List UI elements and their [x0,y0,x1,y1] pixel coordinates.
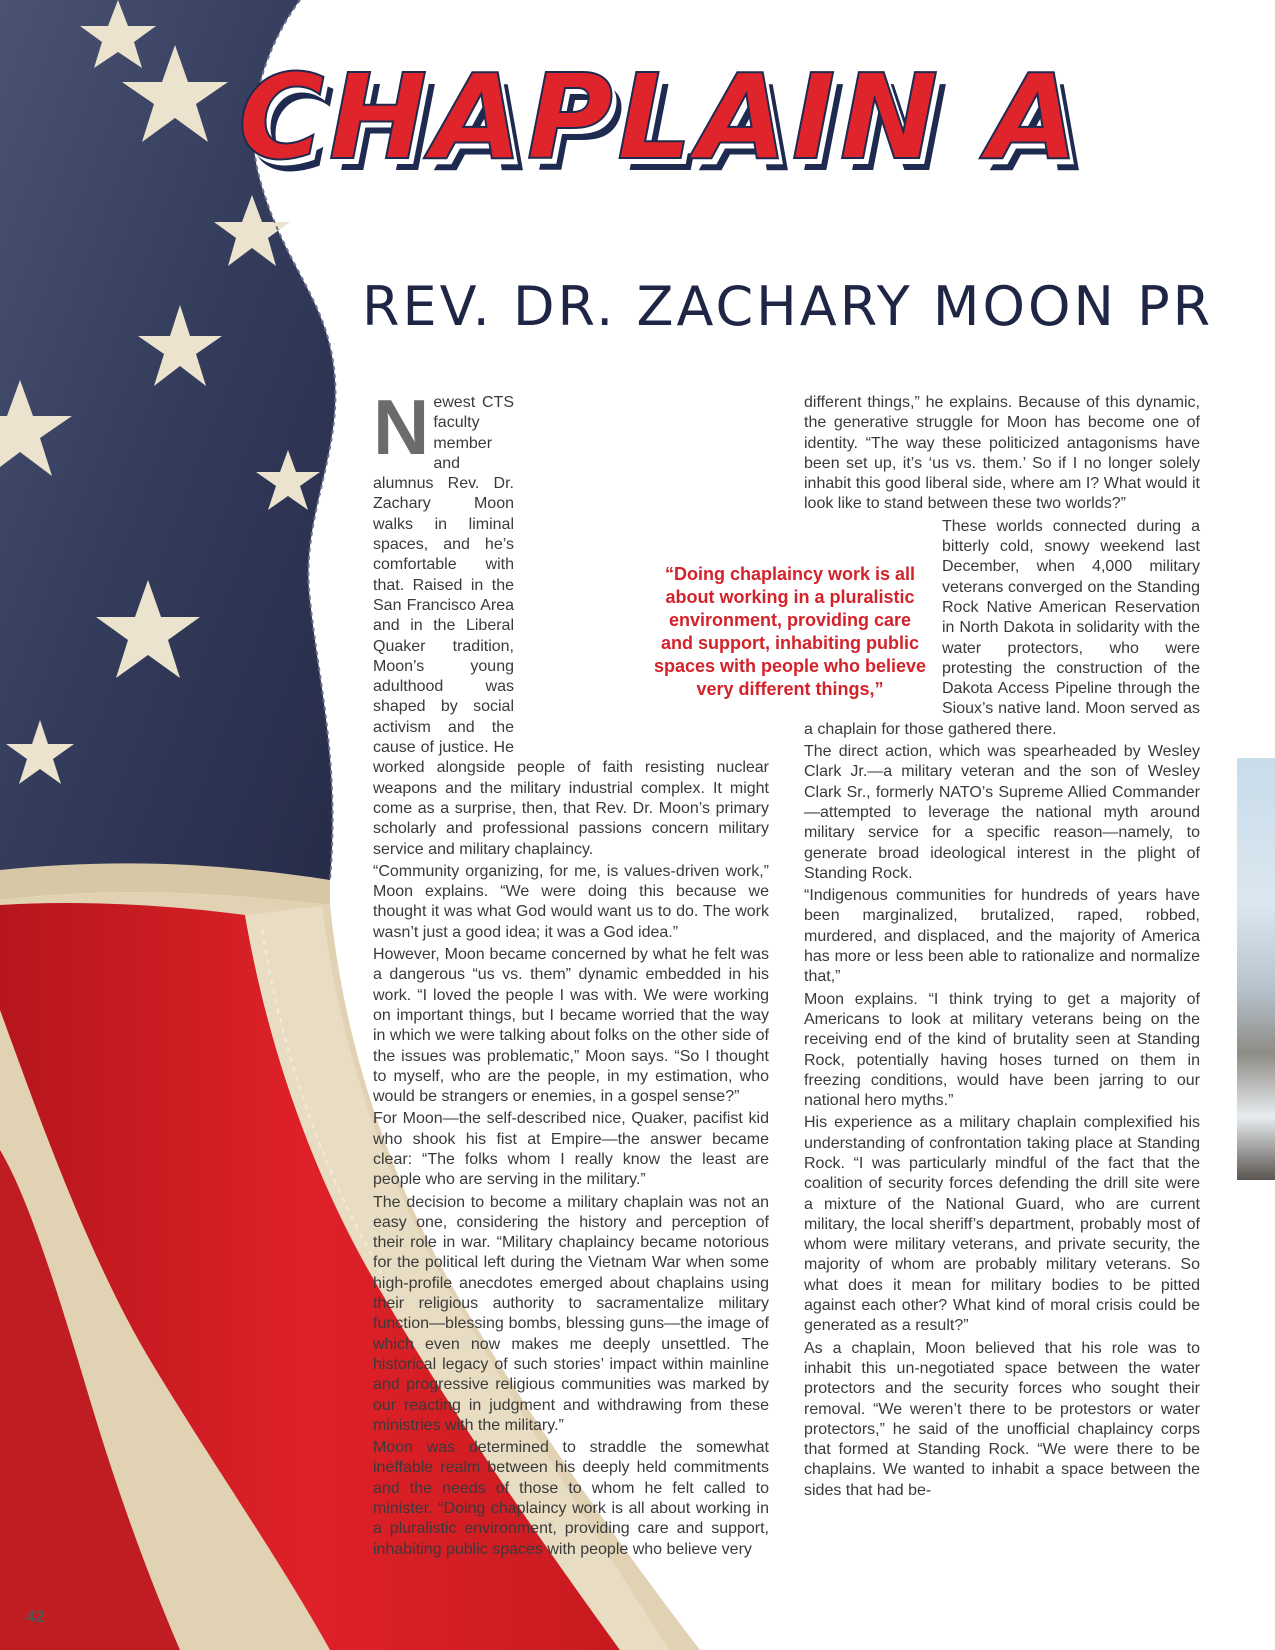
page-number: 42 [26,1607,45,1626]
article-paragraph: His experience as a military chaplain complexified his understanding of confrontation taking place at Standing Rock. “I was particularly mindful of the fact that the coalition of security forces defending the drill site were a mixture of the National Guard, who are current military, the local sheriff’s department, probably most of whom were military veterans, and private security, the majority of whom are probably military veterans. So what does it mean for military bodies to be pitted against each other? What kind of moral crisis could be generated as a result?” [804,1114,1200,1335]
article-column-2 [804,393,1200,1503]
article-paragraph: Moon explains. “I think trying to get a majority of Americans to look at military veterans being on the receiving end of the kind of brutality seen at Standing Rock, potentially having hoses turned on them in freezing conditions, would have been jarring to our national hero myths.” [804,990,1200,1110]
subheadline: REV. DR. ZACHARY MOON PR [362,275,1214,338]
article-paragraph: These worlds connected during a bitterly cold, snowy weekend last December, when 4,000 military veterans converged on the Standing Rock Native American Reservation in North Dakota in solidarity with the water protectors, who were protesting the construction of the Dakota Access Pipeline through the Sioux’s native land. Moon served as a chaplain for those gathered there. [804,517,1200,738]
article-paragraph: However, Moon became concerned by what he felt was a dangerous “us vs. them” dynamic embedded in his work. “I loved the people I was with. We were working on important things, but I became worried that the way in which we were talking about folks on the other side of the issues was problematic,” Moon says. “So I thought to myself, who are the people, in my estimation, who would be strangers or enemies, in a gospel sense?” [373,946,769,1106]
article-paragraph: “Community organizing, for me, is values-driven work,” Moon explains. “We were doing this because we thought it was what God would want us to do. The work wasn’t just a good idea; it was a God idea.” [373,862,769,941]
article-paragraph: The direct action, which was spearheaded by Wesley Clark Jr.—a military veteran and the son of Wesley Clark Sr., formerly NATO’s Supreme Allied Commander—attempted to leverage the national myth around military service for a specific reason—namely, to generate broad ideological interest in the plight of Standing Rock. [804,743,1200,882]
article-paragraph: For Moon—the self-described nice, Quaker, pacifist kid who shook his fist at Empire—the answer became clear: “The folks whom I really know the least are people who are serving in the military.” [373,1110,769,1189]
article-paragraph: The decision to become a military chaplain was not an easy one, considering the history and perception of their role in war. “Military chaplaincy became notorious for the political left during the Vietnam War when some high-profile anecdotes emerged about chaplains using their religious authority to sacramentalize military function—blessing bombs, blessing guns—the image of which even now makes me deeply unsettled. The historical legacy of such stories’ impact within mainline and progressive religious communities was marked by our reacting in judgment and withdrawing from these ministries with the military.” [373,1193,769,1434]
drop-cap: N [373,383,430,471]
pull-quote: “Doing chaplaincy work is all about working in a pluralistic environment, providing care and support, inhabiting public spaces with people who believe very different things,” [653,564,927,699]
article-paragraph: “Indigenous communities for hundreds of years have been marginalized, brutalized, raped, robbed, murdered, and displaced, and the majority of America has more or less been able to rationalize and normalize that,” [804,887,1200,986]
article-paragraph: As a chaplain, Moon believed that his role was to inhabit this un-negotiated space between the water protectors and the security forces who sought their removal. “We weren’t there to be protestors or water protectors,” he said of the unofficial chaplaincy corps that formed at Standing Rock. “We were there to be chaplains. We wanted to inhabit a space between the sides that had be- [804,1339,1200,1499]
headline: CHAPLAIN A [238,48,1083,186]
article-paragraph: Moon was determined to straddle the somewhat ineffable realm between his deeply held commitments and the needs of those to whom he felt called to minister. “Doing chaplaincy work is all about working in a pluralistic environment, providing care and support, inhabiting public spaces with people who believe very [373,1439,769,1558]
article-paragraph: ewest CTS faculty member and alumnus Rev. Dr. Zachary Moon walks in liminal spaces, and he’s comfortable with that. Raised in the San Francisco Area and in the Liberal Quaker tradition, Moon’s young adulthood was shaped by social activism and the cause of justice. He worked alongside people of faith resisting nuclear weapons and the military industrial complex. It might come as a surprise, then, that Rev. Dr. Moon’s primary scholarly and professional passions concern military service and military chaplaincy. [373,394,769,858]
article-paragraph: different things,” he explains. Because of this dynamic, the generative struggle for Moon has become one of identity. “The way these politicized antagonisms have been set up, it’s ‘us vs. them.’ So if I no longer solely inhabit this good liberal side, where am I? What would it look like to stand between these two worlds?” [804,394,1200,513]
standing-rock-photo [1237,758,1275,1180]
